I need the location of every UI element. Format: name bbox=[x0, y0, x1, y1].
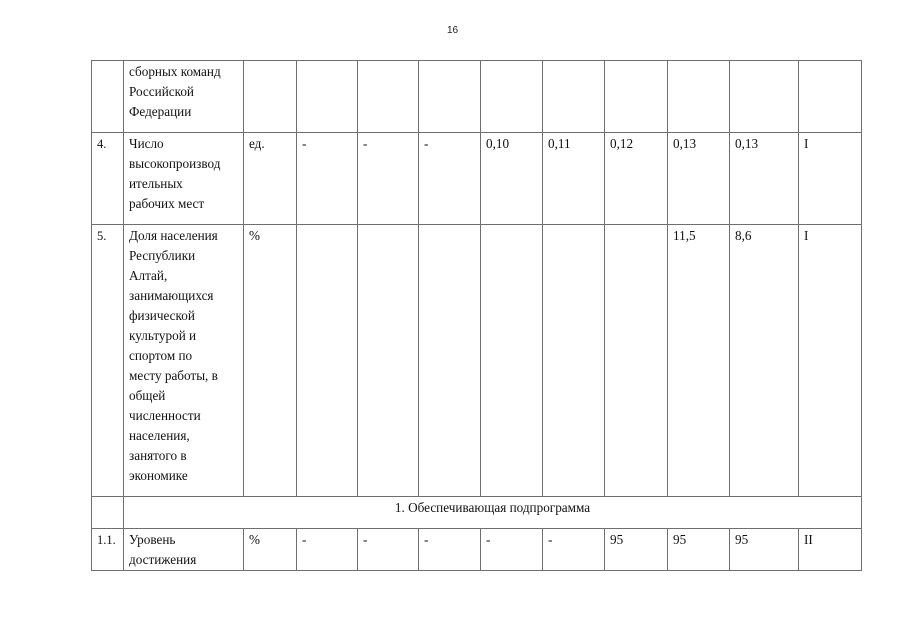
unit-cell bbox=[244, 61, 297, 133]
row-number: 4. bbox=[92, 133, 124, 225]
indicator-name: сборных команд Российской Федерации bbox=[124, 61, 244, 133]
value-cell bbox=[419, 225, 481, 497]
value-cell bbox=[297, 61, 358, 133]
value-cell bbox=[605, 225, 668, 497]
row-number: 1.1. bbox=[92, 529, 124, 571]
value-cell: - bbox=[358, 133, 419, 225]
table-row bbox=[92, 529, 862, 571]
value-cell: 0,13 bbox=[730, 133, 799, 225]
category-cell: II bbox=[799, 529, 862, 571]
value-cell: - bbox=[358, 529, 419, 571]
row-number bbox=[92, 61, 124, 133]
table-row bbox=[92, 225, 862, 497]
section-row bbox=[92, 497, 862, 529]
value-cell: - bbox=[419, 133, 481, 225]
value-cell: - bbox=[419, 529, 481, 571]
unit-cell: ед. bbox=[244, 133, 297, 225]
value-cell: - bbox=[297, 529, 358, 571]
value-cell: 0,12 bbox=[605, 133, 668, 225]
indicator-name: Доля населения Республики Алтай, занимающихся физической культурой и спортом по месту работы, в общей численности населения, занятого в экономике bbox=[124, 225, 244, 497]
indicator-name: Число высокопроизвод ительных рабочих мест bbox=[124, 133, 244, 225]
table-row bbox=[92, 133, 862, 225]
table-row bbox=[92, 61, 862, 133]
row-number: 5. bbox=[92, 225, 124, 497]
value-cell: 0,10 bbox=[481, 133, 543, 225]
value-cell: 0,13 bbox=[668, 133, 730, 225]
value-cell: - bbox=[543, 529, 605, 571]
value-cell: - bbox=[297, 133, 358, 225]
value-cell bbox=[543, 225, 605, 497]
value-cell bbox=[605, 61, 668, 133]
indicator-name: Уровень достижения bbox=[124, 529, 244, 571]
value-cell bbox=[358, 225, 419, 497]
category-cell: I bbox=[799, 133, 862, 225]
row-number bbox=[92, 497, 124, 529]
unit-cell: % bbox=[244, 225, 297, 497]
category-cell bbox=[799, 61, 862, 133]
unit-cell: % bbox=[244, 529, 297, 571]
indicator-table bbox=[91, 60, 862, 571]
value-cell: 11,5 bbox=[668, 225, 730, 497]
value-cell bbox=[543, 61, 605, 133]
value-cell: 95 bbox=[730, 529, 799, 571]
section-title: 1. Обеспечивающая подпрограмма bbox=[124, 497, 862, 529]
value-cell bbox=[730, 61, 799, 133]
value-cell: 95 bbox=[668, 529, 730, 571]
value-cell: - bbox=[481, 529, 543, 571]
value-cell bbox=[358, 61, 419, 133]
value-cell bbox=[419, 61, 481, 133]
value-cell: 95 bbox=[605, 529, 668, 571]
value-cell: 8,6 bbox=[730, 225, 799, 497]
value-cell bbox=[481, 61, 543, 133]
category-cell: I bbox=[799, 225, 862, 497]
value-cell bbox=[668, 61, 730, 133]
value-cell bbox=[481, 225, 543, 497]
value-cell bbox=[297, 225, 358, 497]
value-cell: 0,11 bbox=[543, 133, 605, 225]
page-number: 16 bbox=[446, 25, 459, 36]
